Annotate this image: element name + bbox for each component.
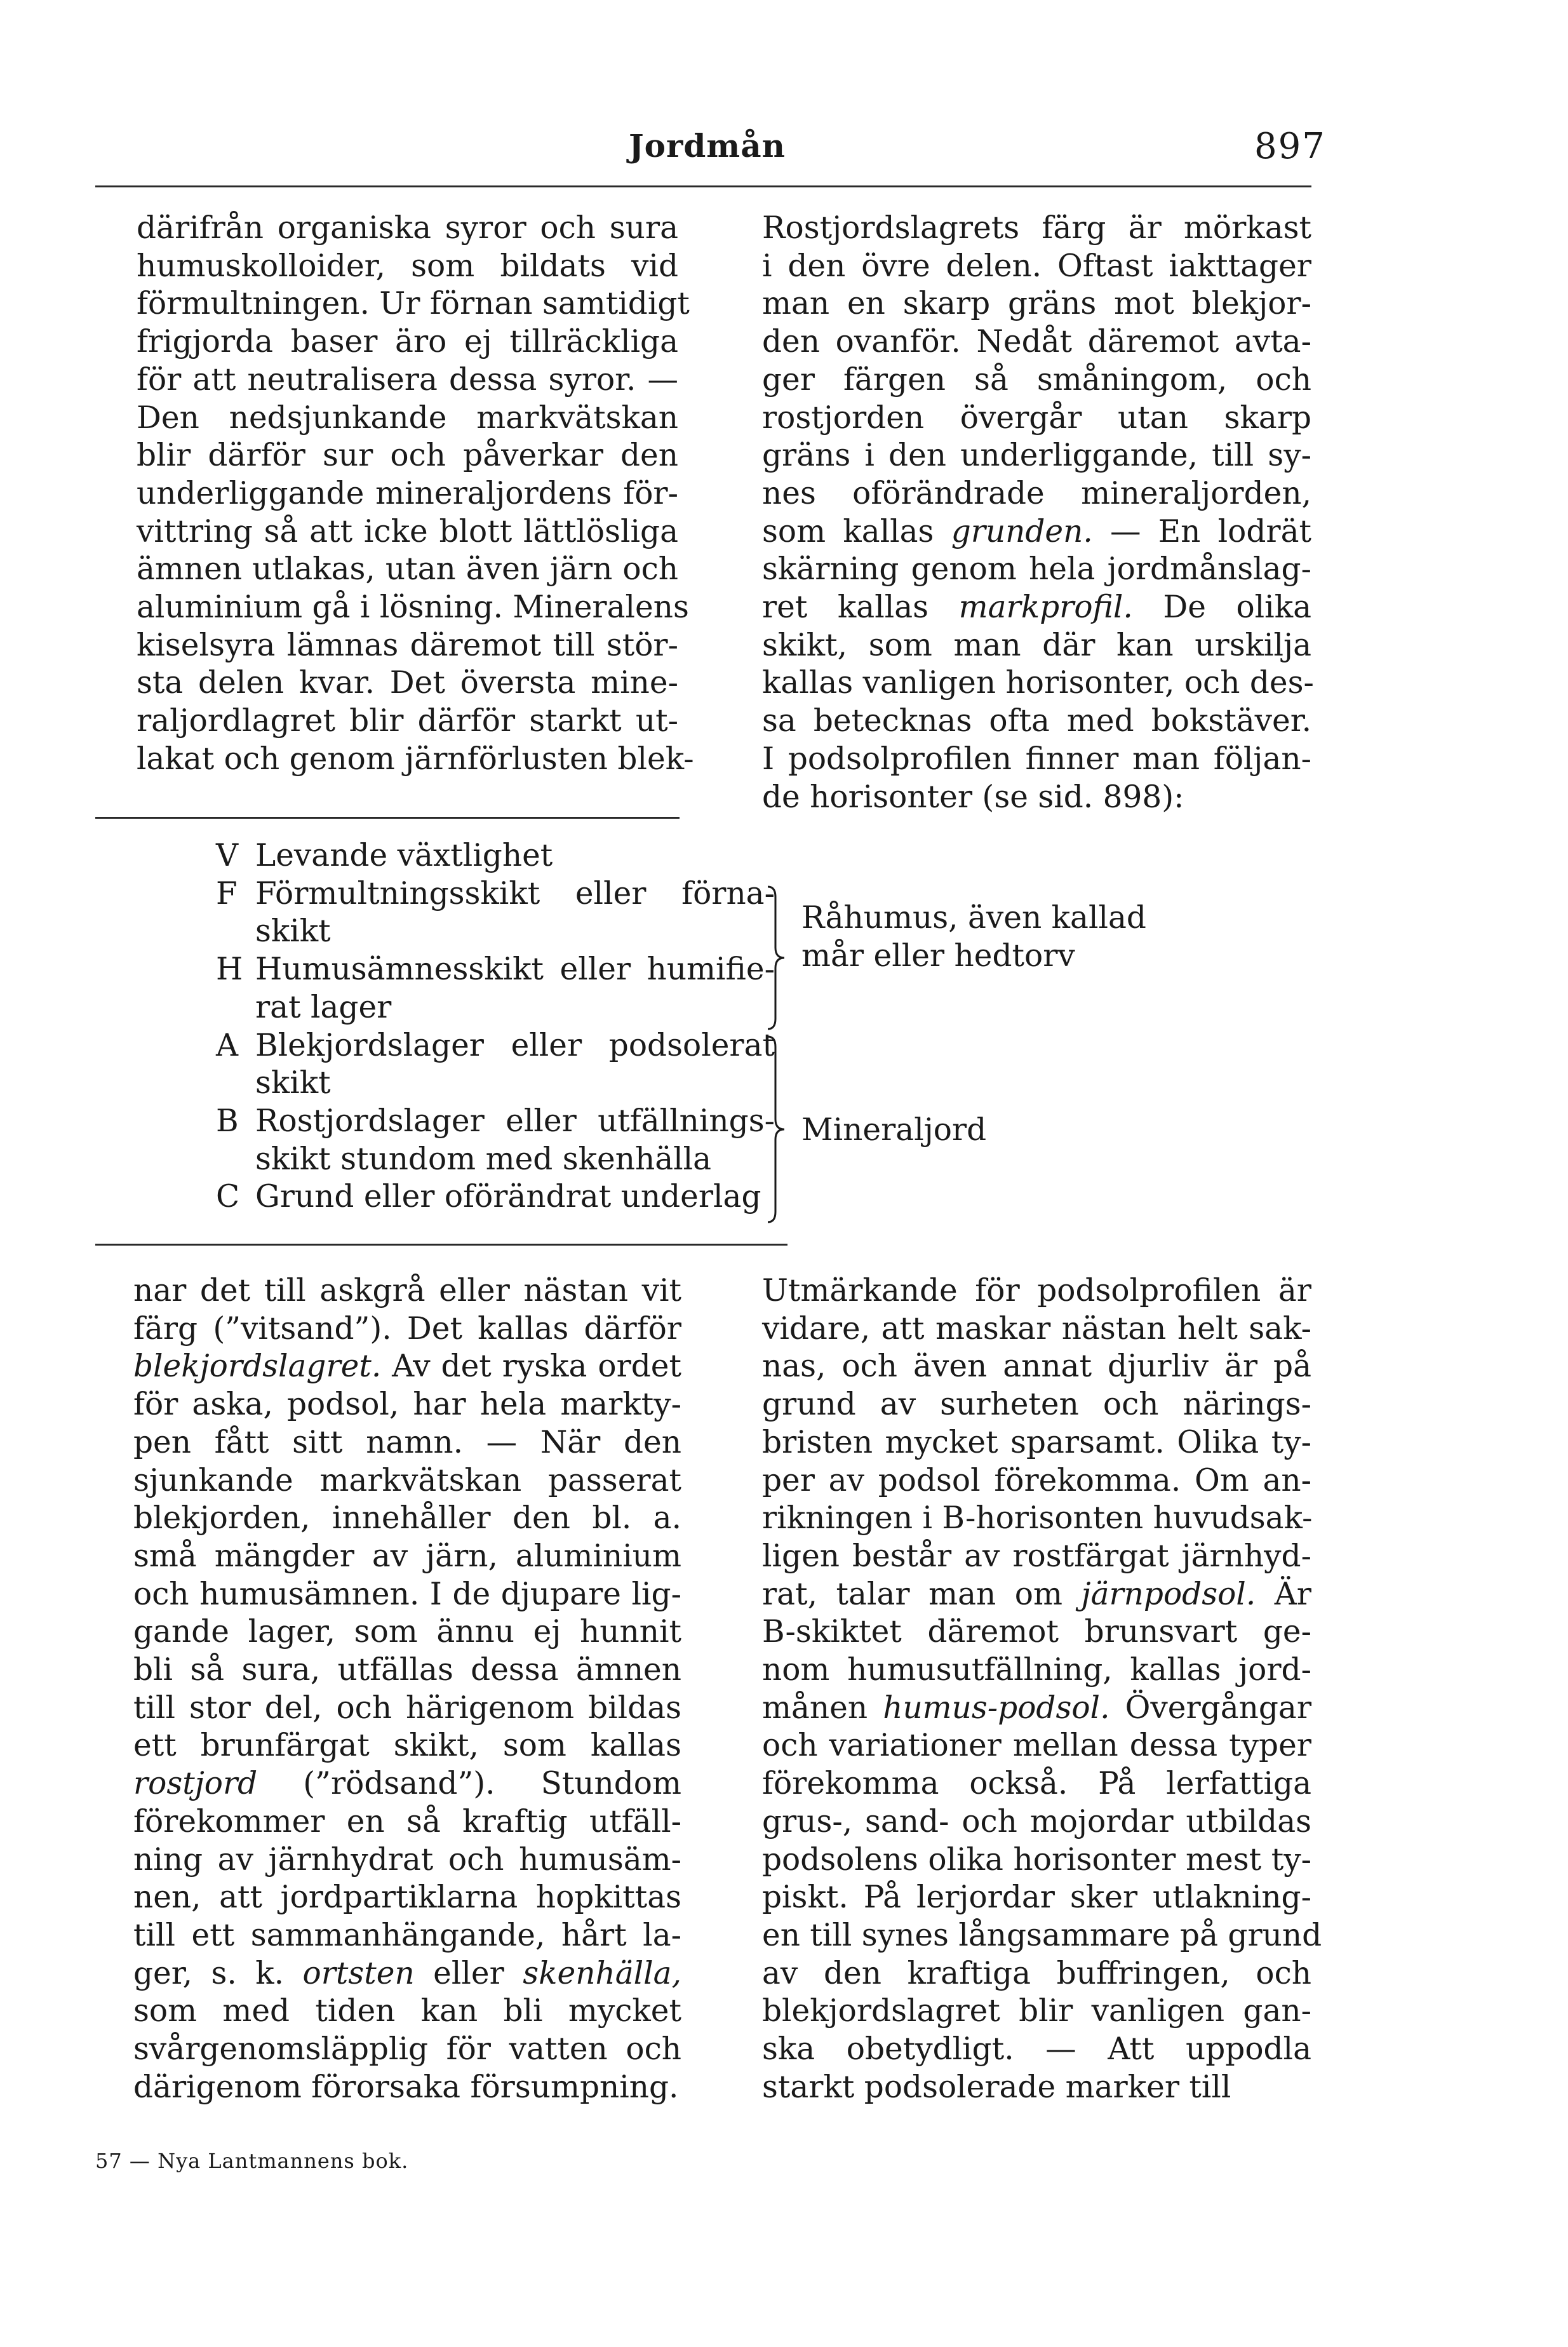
horizon-letter	[216, 913, 255, 951]
column-top-left	[137, 210, 694, 779]
horizon-row	[216, 913, 775, 951]
text-line: ning av järnhydrat och humusäm-	[133, 1841, 681, 1878]
text-line: pen fått sitt namn. — När den	[133, 1424, 681, 1460]
text-line: ger, s. k. ortsten eller skenhälla,	[133, 1955, 681, 1991]
text-line: ligen består av rostfärgat järnhyd-	[762, 1538, 1311, 1574]
horizon-row	[216, 1178, 775, 1216]
horizon-letter	[216, 1141, 255, 1179]
text-line: lakat och genom järnförlusten blek-	[137, 741, 694, 777]
text-line: gräns i den underliggande, till sy-	[762, 438, 1311, 474]
horizon-letter	[216, 989, 255, 1027]
text-line: och humusämnen. I de djupare lig-	[133, 1576, 681, 1612]
horizon-letter	[216, 1065, 255, 1103]
horizon-description: skikt	[255, 913, 331, 950]
horizon-description: skikt	[255, 1065, 331, 1101]
text-line: B-skiktet däremot brunsvart ge-	[762, 1614, 1311, 1650]
horizon-description: Grund eller oförändrat underlag	[255, 1179, 761, 1215]
text-line: per av podsol förekomma. Om an-	[762, 1462, 1311, 1498]
column-top-right	[762, 210, 1314, 816]
text-line: rostjorden övergår utan skarp	[762, 400, 1311, 436]
horizon-row	[216, 1065, 775, 1103]
horizon-row	[216, 1141, 775, 1179]
text-line: starkt podsolerade marker till	[762, 2069, 1231, 2105]
text-line: humuskolloider, som bildats vid	[137, 248, 678, 284]
running-header-title: Jordmån	[629, 127, 786, 165]
column-bottom-left	[133, 1272, 681, 2106]
text-line: ret kallas markprofil. De olika	[762, 589, 1312, 626]
footer-signature: 57 — Nya Lantmannens bok.	[95, 2149, 409, 2173]
organic-layers-brace	[765, 884, 791, 1032]
text-line: små mängder av järn, aluminium	[133, 1538, 681, 1574]
horizon-description: Förmultningsskikt eller förna-	[255, 875, 775, 911]
text-line: kiselsyra lämnas däremot till stör-	[137, 627, 678, 663]
text-line: gande lager, som ännu ej hunnit	[133, 1614, 681, 1650]
text-line: man en skarp gräns mot blekjor-	[762, 286, 1311, 322]
text-line: nar det till askgrå eller nästan vit	[133, 1273, 681, 1308]
horizon-row	[216, 1027, 775, 1065]
page-number: 897	[1254, 126, 1326, 167]
horizon-description: rat lager	[255, 989, 392, 1025]
text-line: och variationer mellan dessa typer	[762, 1728, 1311, 1764]
text-line: ska obetydligt. — Att uppodla	[762, 2031, 1311, 2068]
text-line: sjunkande markvätskan passerat	[133, 1462, 681, 1498]
text-line: rat, talar man om järnpodsol. Är	[762, 1576, 1311, 1612]
text-line: Rostjordslagrets färg är mörkast	[762, 210, 1311, 246]
horizon-description: skikt stundom med skenhälla	[255, 1141, 712, 1177]
text-line: svårgenomsläpplig för vatten och	[133, 2031, 681, 2068]
text-line: som kallas grunden. — En lodrät	[762, 513, 1311, 549]
text-line: blir därför sur och påverkar den	[137, 438, 678, 474]
horizon-letter: B	[216, 1103, 239, 1139]
text-line: underliggande mineraljordens för-	[137, 475, 678, 511]
text-line: skärning genom hela jordmånslag-	[762, 551, 1311, 588]
text-line: blekjorden, innehåller den bl. a.	[133, 1500, 681, 1537]
horizon-letter: H	[216, 952, 243, 988]
horizon-description: Humusämnesskikt eller humifie-	[255, 952, 775, 988]
text-line: bli så sura, utfällas dessa ämnen	[133, 1652, 681, 1688]
text-line: till ett sammanhängande, hårt la-	[133, 1917, 681, 1953]
horizon-row	[216, 1103, 775, 1141]
text-line: den ovanför. Nedåt däremot avta-	[762, 324, 1311, 360]
text-line: rikningen i B-horisonten huvudsak-	[762, 1500, 1313, 1537]
table-top-rule	[95, 817, 680, 819]
text-line: ämnen utlakas, utan även järn och	[137, 551, 678, 588]
horizon-letter: V	[216, 838, 239, 873]
text-line: raljordlagret blir därför starkt ut-	[137, 703, 678, 739]
text-line: blekjordslagret. Av det ryska ordet	[133, 1348, 681, 1385]
horizon-row	[216, 875, 775, 913]
text-line: vittring så att icke blott lättlösliga	[137, 513, 678, 549]
text-line: sa betecknas ofta med bokstäver.	[762, 703, 1311, 739]
text-line: aluminium gå i lösning. Mineralens	[137, 589, 689, 626]
horizon-letter: A	[216, 1027, 239, 1063]
text-line: därifrån organiska syror och sura	[137, 210, 678, 246]
text-line: frigjorda baser äro ej tillräckliga	[137, 324, 678, 360]
text-line: kallas vanligen horisonter, och des-	[762, 665, 1314, 701]
text-line: av den kraftiga buffringen, och	[762, 1955, 1311, 1991]
horizon-table	[216, 837, 775, 1216]
horizon-row	[216, 837, 775, 875]
text-line: sta delen kvar. Det översta mine-	[137, 665, 678, 701]
text-line: podsolens olika horisonter mest ty-	[762, 1841, 1311, 1878]
text-line: grus-, sand- och mojordar utbildas	[762, 1803, 1311, 1839]
organic-group-label-line2: mår eller hedtorv	[801, 938, 1075, 974]
text-line: nes oförändrade mineraljorden,	[762, 475, 1311, 511]
text-line: färg (”vitsand”). Det kallas därför	[133, 1310, 681, 1347]
horizon-letter: F	[216, 875, 238, 911]
mineral-layers-brace	[765, 1034, 791, 1225]
organic-group-label-line1: Råhumus, även kallad	[801, 900, 1146, 936]
text-line: till stor del, och härigenom bildas	[133, 1690, 681, 1726]
text-line: grund av surheten och närings-	[762, 1387, 1311, 1423]
text-line: Utmärkande för podsolprofilen är	[762, 1273, 1311, 1308]
text-line: bristen mycket sparsamt. Olika ty-	[762, 1424, 1311, 1460]
horizon-description: Levande växtlighet	[255, 838, 553, 873]
text-line: för att neutralisera dessa syror. —	[137, 361, 678, 398]
text-line: I podsolprofilen finner man följan-	[762, 741, 1311, 777]
text-line: Den nedsjunkande markvätskan	[137, 400, 678, 436]
horizon-description: Rostjordslager eller utfällnings-	[255, 1103, 775, 1139]
horizon-letter: C	[216, 1179, 240, 1215]
text-line: nen, att jordpartiklarna hopkittas	[133, 1880, 681, 1916]
text-line: nas, och även annat djurliv är på	[762, 1348, 1311, 1385]
text-line: rostjord (”rödsand”). Stundom	[133, 1766, 681, 1802]
horizon-description: Blekjordslager eller podsolerat	[255, 1027, 775, 1063]
horizon-row	[216, 989, 775, 1027]
text-line: för aska, podsol, har hela markty-	[133, 1387, 681, 1423]
table-bottom-rule	[95, 1244, 787, 1246]
text-line: månen humus-podsol. Övergångar	[762, 1690, 1312, 1726]
text-line: de horisonter (se sid. 898):	[762, 779, 1184, 815]
horizon-row	[216, 951, 775, 989]
text-line: en till synes långsammare på grund	[762, 1917, 1322, 1953]
header-rule	[95, 185, 1311, 187]
text-line: vidare, att maskar nästan helt sak-	[762, 1310, 1311, 1347]
text-line: i den övre delen. Oftast iakttager	[762, 248, 1311, 284]
text-line: förekomma också. På lerfattiga	[762, 1766, 1311, 1802]
text-line: förmultningen. Ur förnan samtidigt	[137, 286, 690, 322]
text-line: skikt, som man där kan urskilja	[762, 627, 1311, 663]
text-line: därigenom förorsaka försumpning.	[133, 2069, 679, 2105]
text-line: ett brunfärgat skikt, som kallas	[133, 1728, 681, 1764]
text-line: ger färgen så småningom, och	[762, 361, 1311, 398]
column-bottom-right	[762, 1272, 1322, 2106]
text-line: som med tiden kan bli mycket	[133, 1993, 681, 2029]
mineral-group-label: Mineraljord	[801, 1112, 987, 1148]
text-line: piskt. På lerjordar sker utlakning-	[762, 1880, 1311, 1916]
text-line: förekommer en så kraftig utfäll-	[133, 1803, 681, 1839]
text-line: nom humusutfällning, kallas jord-	[762, 1652, 1311, 1688]
text-line: blekjordslagret blir vanligen gan-	[762, 1993, 1311, 2029]
